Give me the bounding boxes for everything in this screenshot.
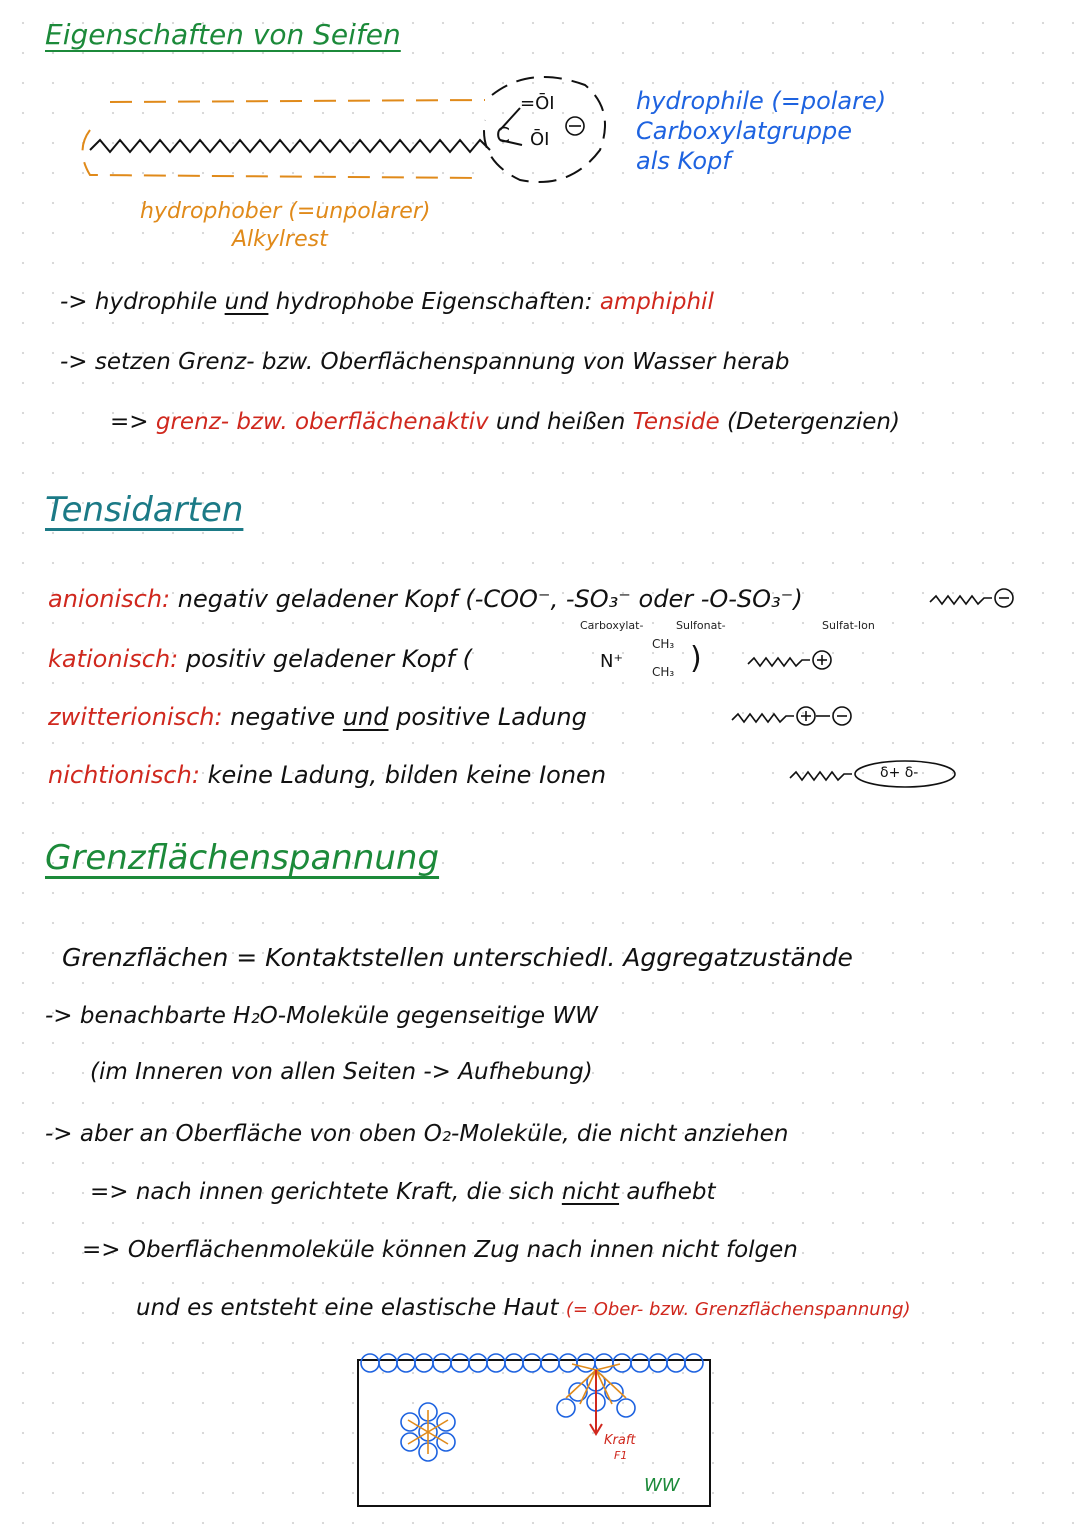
interface-definition: Grenzflächen = Kontaktstellen unterschiedl. Aggregatzustände — [62, 943, 853, 972]
head-label-line1: hydrophile (=polare) — [636, 87, 887, 115]
water-interaction-line: -> benachbarte H₂O-Moleküle gegenseitige WW — [45, 1003, 598, 1029]
hydrophile-word: hydrophile — [94, 289, 218, 315]
nicht-word: nicht — [561, 1179, 620, 1205]
interior-force-arrows — [408, 1410, 448, 1454]
nonionic-label: nichtionisch: — [48, 761, 200, 789]
inward-force-line — [90, 1180, 716, 1205]
cationic-desc: positiv geladener Kopf ( — [185, 645, 472, 673]
zwitterionic-desc: negative — [230, 703, 336, 731]
nonionic-desc: keine Ladung, bilden keine Ionen — [207, 761, 607, 789]
ch3-top: CH₃ — [652, 637, 675, 651]
head-double-bond-oxygen: =ŌI — [520, 93, 555, 114]
tail-label-line1: hydrophober (=unpolarer) — [140, 199, 431, 224]
tail-dashed-outline-top — [110, 100, 485, 102]
zwitterionic-desc2: positive Ladung — [396, 703, 587, 731]
detergenzien-text: (Detergenzien) — [726, 409, 900, 435]
closing-paren: ) — [690, 641, 702, 676]
amphiphil-line — [60, 290, 714, 315]
surface-molecules-line: => Oberflächenmoleküle können Zug nach innen nicht folgen — [82, 1237, 798, 1263]
ww-label: WW — [644, 1475, 680, 1496]
interior-cancellation-line: (im Inneren von allen Seiten -> Aufhebung) — [90, 1059, 593, 1085]
cationic-symbol-icon — [748, 651, 831, 669]
arrow-symbol: -> — [60, 289, 88, 315]
nonionic-row — [48, 762, 606, 788]
section-title-soap-properties: Eigenschaften von Seifen — [45, 18, 401, 51]
und-word: und — [342, 703, 389, 731]
anionic-row — [48, 586, 803, 612]
zwitterionic-row — [48, 704, 587, 730]
ammonium-nitrogen: N⁺ — [600, 651, 623, 672]
head-carbon-atom: C — [496, 123, 510, 147]
ch3-bottom: CH₃ — [652, 665, 675, 679]
carboxylat-sublabel: Carboxylat- — [580, 619, 644, 632]
head-single-bond-oxygen: ŌI — [530, 129, 550, 150]
anionic-desc: negativ geladener Kopf (-COO⁻, -SO₃⁻ oder -O-SO₃⁻) — [177, 585, 803, 613]
und-heissen-text: und heißen — [495, 409, 626, 435]
partial-charge-label: δ+ δ- — [880, 765, 919, 781]
head-label-line2: Carboxylatgruppe — [636, 117, 852, 145]
tail-dashed-outline — [83, 130, 481, 178]
anionic-label: anionisch: — [48, 585, 171, 613]
tenside-term: Tenside — [632, 409, 720, 435]
force-sublabel: F1 — [614, 1449, 628, 1462]
elastic-skin-line — [136, 1296, 911, 1321]
sulfonat-sublabel: Sulfonat- — [676, 619, 726, 632]
head-label-line3: als Kopf — [636, 147, 731, 175]
surface-tension-term: (= Ober- bzw. Grenzflächenspannung) — [565, 1299, 911, 1320]
nonionic-symbol-icon — [790, 761, 955, 787]
und-word: und — [224, 289, 269, 315]
reduce-tension-line — [60, 350, 790, 375]
implies-symbol: => — [110, 409, 149, 435]
section-title-interfacial-tension: Grenzflächenspannung — [45, 838, 440, 878]
surface-molecules-row — [361, 1354, 703, 1372]
cationic-row — [48, 646, 472, 672]
force-label: Kraft — [604, 1433, 636, 1448]
reduce-tension-text: setzen Grenz- bzw. Oberflächenspannung von Wasser herab — [94, 349, 790, 375]
surface-oxygen-line: -> aber an Oberfläche von oben O₂-Moleküle, die nicht anziehen — [45, 1121, 789, 1147]
section-title-surfactant-types: Tensidarten — [45, 490, 244, 530]
inward-force-text: => nach innen gerichtete Kraft, die sich — [90, 1179, 555, 1205]
surface-active-term: grenz- bzw. oberflächenaktiv — [155, 409, 489, 435]
surfactant-definition-line — [110, 410, 900, 435]
zwitterionic-symbol-icon — [732, 707, 851, 725]
cationic-label: kationisch: — [48, 645, 179, 673]
arrow-symbol: -> — [60, 349, 88, 375]
sulfat-sublabel: Sulfat-Ion — [822, 619, 875, 632]
hydrophobe-text: hydrophobe Eigenschaften: — [275, 289, 593, 315]
zwitterionic-label: zwitterionisch: — [48, 703, 223, 731]
elastic-skin-text: und es entsteht eine elastische Haut — [136, 1295, 559, 1321]
amphiphil-term: amphiphil — [599, 289, 714, 315]
alkyl-chain-zigzag — [90, 140, 490, 152]
anionic-symbol-icon — [930, 589, 1013, 607]
aufhebt-word: aufhebt — [626, 1179, 716, 1205]
tail-label-line2: Alkylrest — [232, 227, 328, 252]
